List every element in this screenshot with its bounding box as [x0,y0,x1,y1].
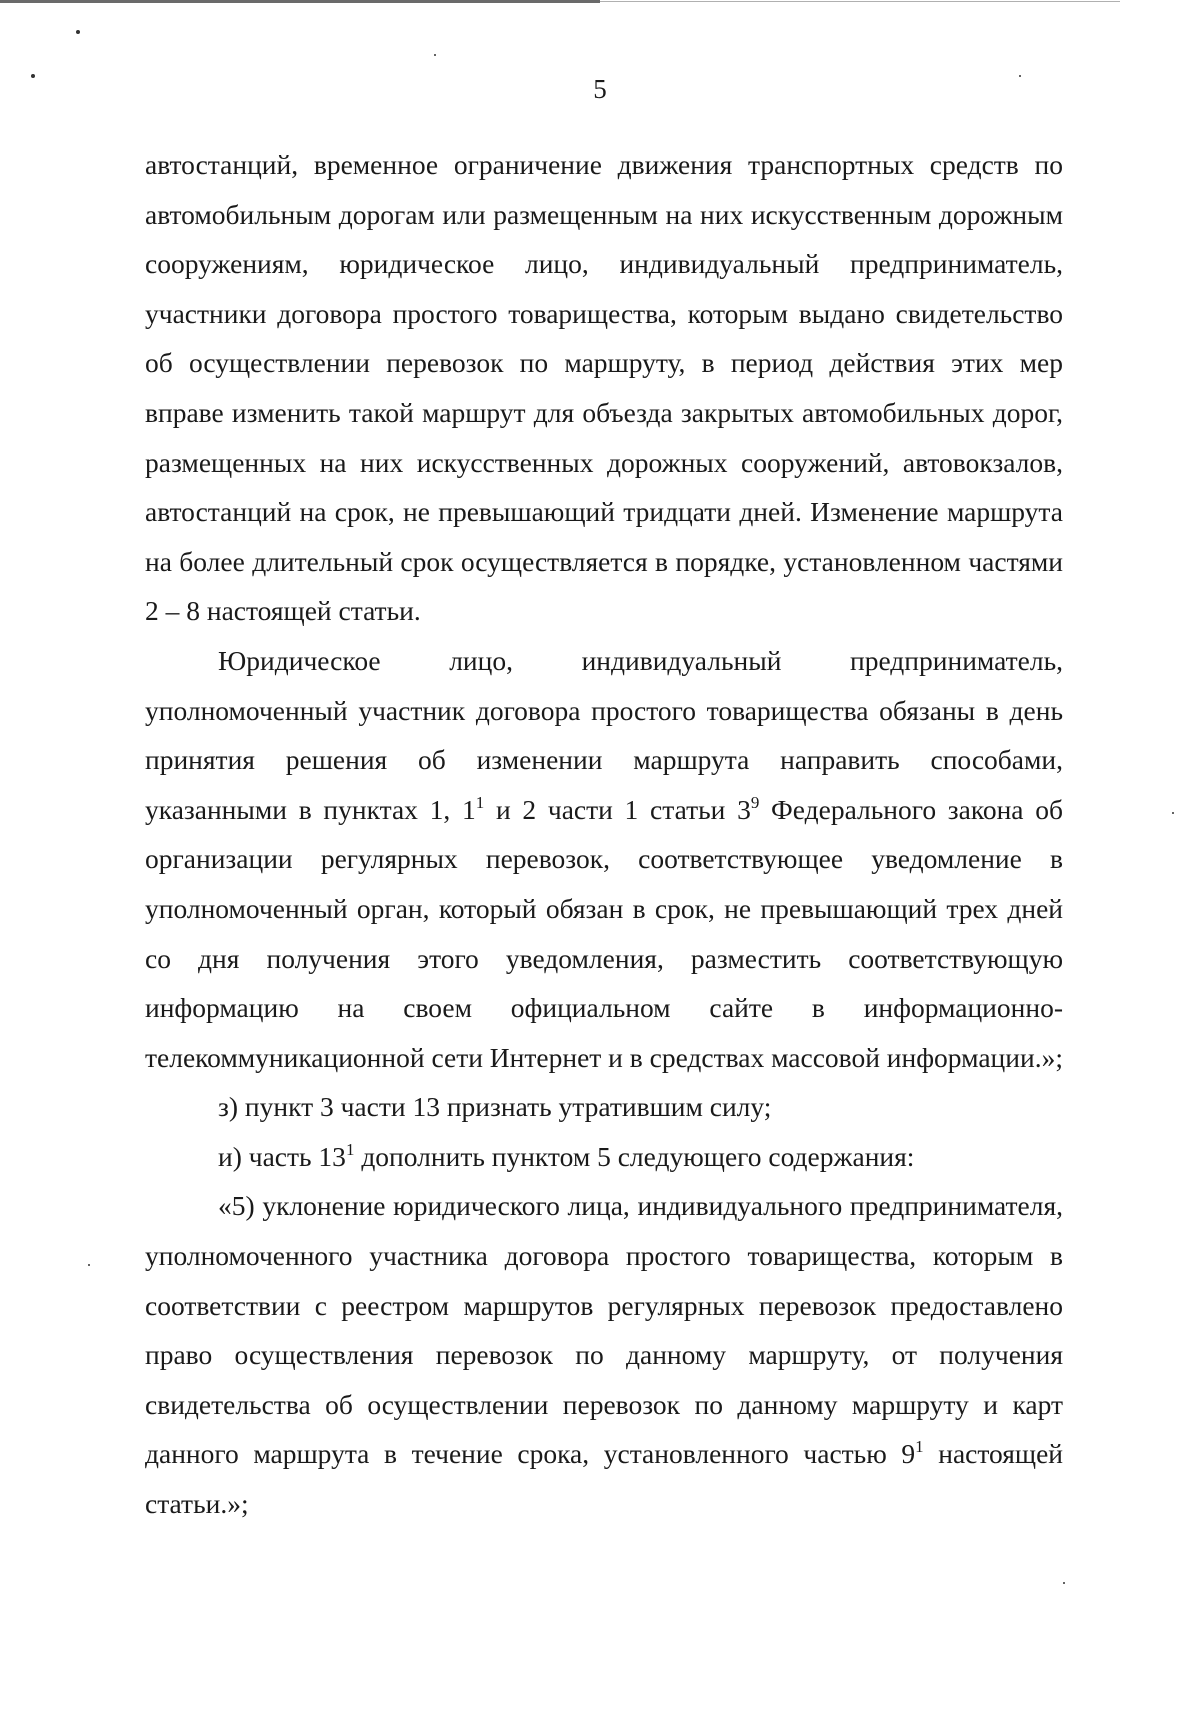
paragraph-4-text-end: дополнить пунктом 5 следующего содержания: [354,1140,915,1172]
paragraph-4 [145,1132,1063,1182]
scan-top-edge-thin [600,1,1120,2]
scan-speck [1063,1582,1065,1584]
superscript: 1 [475,792,485,812]
paragraph-5 [145,1181,1063,1528]
superscript: 1 [915,1437,924,1457]
scan-top-edge [0,0,600,3]
paragraph-5-text-start: «5) уклонение юридического лица, индивидуального предпринимателя, уполномоченного участника договора простого товарищества, которым в соответствии с реестром маршрутов регулярных перевозок предоставлено право осуществления перевозок по данному маршруту, от получения свидетельства об осуществлении перевозок по данному маршруту и карт данного маршрута в течение срока, установленного частью 9 [145,1190,1063,1470]
paragraph-5-text-end: настоящей статьи.»; [145,1438,1063,1520]
scan-speck [434,54,436,56]
paragraph-4-text-start: и) часть 13 [218,1140,346,1172]
paragraph-3: з) пункт 3 части 13 признать утратившим силу; [218,1091,772,1123]
superscript: 1 [345,1139,355,1159]
scan-speck [88,1264,90,1266]
page-number: 5 [593,74,607,104]
paragraph-2-text-mid: и 2 части 1 статьи 3 [484,793,751,825]
scan-speck [76,30,80,34]
paragraph-2 [145,636,1063,1082]
superscript: 9 [750,792,760,812]
paragraph-1: автостанций, временное ограничение движения транспортных средств по автомобильным дорогам или размещенным на них искусственным дорожным сооружениям, юридическое лицо, индивидуальный предприниматель, участники договора простого товарищества, которым выдано свидетельство об осуществлении перевозок по маршруту, в период действия этих мер вправе изменить такой маршрут для объезда закрытых автомобильных дорог, размещенных на них искусственных дорожных сооружений, автовокзалов, автостанций на срок, не превышающий тридцати дней. Изменение маршрута на более длительный срок осуществляется в порядке, установленном частями 2 – 8 настоящей статьи. [145,149,1063,627]
paragraph-2-text-start: Юридическое лицо, индивидуальный предприниматель, уполномоченный участник договора простого товарищества обязаны в день принятия решения об изменении маршрута направить способами, указанными в пунктах 1, 1 [145,644,1063,825]
document-body [145,140,1063,1529]
paragraph-2-text-end: Федерального закона об организации регулярных перевозок, соответствующее уведомление в уполномоченный орган, который обязан в срок, не превышающий трех дней со дня получения этого уведомления, разместить соответствующую информацию на своем официальном сайте в информационно-телекоммуникационной сети Интернет и в средствах массовой информации.»; [145,793,1063,1073]
scan-speck [1172,812,1174,814]
